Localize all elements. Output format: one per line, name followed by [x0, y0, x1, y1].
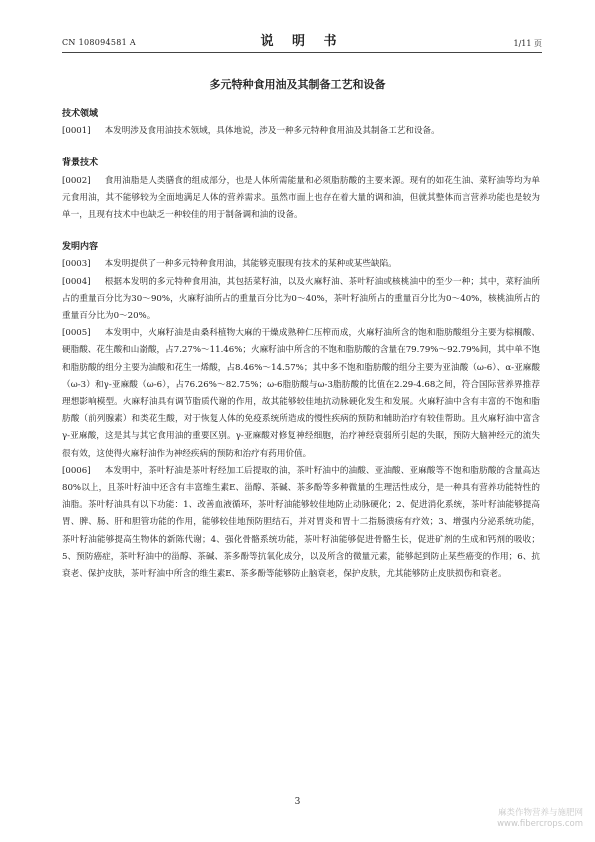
paragraph-0003	[62, 256, 540, 273]
document-title: 多元特种食用油及其制备工艺和设备	[209, 78, 386, 91]
page-header	[62, 30, 542, 53]
watermark	[497, 808, 583, 830]
watermark-url: www.fibercrops.com	[497, 819, 583, 829]
section-heading-summary: 发明内容	[62, 242, 99, 253]
paragraph-number: [0003]	[62, 259, 91, 270]
paragraph-0005	[62, 325, 540, 463]
paragraph-0004	[62, 274, 540, 326]
paragraph-text: 本发明涉及食用油技术领域，具体地说，涉及一种多元特种食用油及其制备工艺和设备。	[104, 126, 440, 137]
paragraph-number: [0002]	[62, 175, 91, 186]
paragraph-number: [0005]	[62, 328, 91, 339]
paragraph-text: 根据本发明的多元特种食用油，其包括菜籽油，以及火麻籽油、茶叶籽油或核桃油中的至少一种；其中，菜籽油所占的重量百分比为30～90%，火麻籽油所占的重量百分比为0～40%，茶叶籽油所占的重量百分比为0～40%，核桃油所占的重量百分比为0～20%。	[62, 276, 540, 322]
page-indicator: 1/11 页	[513, 39, 542, 48]
paragraph-text: 本发明提供了一种多元特种食用油，其能够克服现有技术的某种或某些缺陷。	[104, 259, 397, 270]
paragraph-0002	[62, 173, 540, 225]
paragraph-0006	[62, 463, 540, 583]
section-heading-field: 技术领域	[62, 109, 99, 119]
paragraph-text: 食用油脂是人类膳食的组成部分，也是人体所需能量和必须脂肪酸的主要来源。现有的如花生油、菜籽油等均为单元食用油，其不能够较为全面地满足人体的营养需求。虽然市面上也存在着大量的调和油，但就其整体而言营养功能也是较为单一，且现有技术中也缺乏一种较佳的用于制备调和油的设备。	[62, 175, 540, 221]
document-type: 说 明 书	[260, 34, 344, 49]
section-heading-background: 背景技术	[62, 158, 99, 169]
paragraph-number: [0006]	[62, 465, 91, 476]
paragraph-text: 本发明中，茶叶籽油是茶叶籽经加工后提取的油，茶叶籽油中的油酸、亚油酸、亚麻酸等不饱和脂肪酸的含量高达80%以上，且茶叶籽油中还含有丰富维生素E、甾醇、茶碱、茶多酚等多种微量的生理活性成分，是一种具有营养功能特性的油脂。茶叶籽油具有以下功能：1、改善血液循环，茶叶籽油能够较佳地防止动脉硬化；2、促进消化系统，茶叶籽油能够提高胃、脾、肠、肝和胆管功能的作用，能够较佳地预防胆结石，并对胃炎和胃十二指肠溃疡有疗效；3、增强内分泌系统功能，茶叶籽油能够提高生物体的新陈代谢；4、强化骨骼系统功能，茶叶籽油能够促进骨骼生长，促进矿剂的生成和钙剂的吸收；5、预防癌症，茶叶籽油中的甾醇、茶碱、茶多酚等抗氧化成分，以及所含的微量元素，能够起到防止某些癌变的作用；6、抗衰老、保护皮肤，茶叶籽油中所含的维生素E、茶多酚等能够防止脑衰老，保护皮肤，尤其能够防止皮肤损伤和衰老。	[62, 465, 540, 580]
patent-number: CN 108094581 A	[62, 38, 136, 47]
document-body	[62, 106, 540, 583]
paragraph-number: [0004]	[62, 276, 91, 287]
watermark-site-name: 麻类作物营养与施肥网	[497, 808, 583, 818]
page-number: 3	[294, 797, 301, 807]
paragraph-text: 本发明中，火麻籽油是由桑科植物大麻的干燥成熟种仁压榨而成，火麻籽油所含的饱和脂肪酸组分主要为棕榈酸、硬脂酸、花生酸和山嵛酸，占7.27%～11.46%；火麻籽油中所含的不饱和脂肪酸的含量在79.79%～92.79%间，其中单不饱和脂肪酸的组分主要为油酸和花生一烯酸，占8.46%～14.57%；其中多不饱和脂肪酸的组分主要为亚油酸（ω-6）、α-亚麻酸（ω-3）和γ-亚麻酸（ω-6），占76.26%～82.75%；ω-6脂肪酸与ω-3脂肪酸的比值在2.29-4.68之间，符合国际营养界推荐理想影响模型。火麻籽油具有调节脂质代谢的作用，故其能够较佳地抗动脉硬化发生和发展。火麻籽油中含有丰富的不饱和脂肪酸（前列腺素）和类花生酸，对于恢复人体的免疫系统所造成的慢性疾病的预防和辅助治疗有较佳帮助。且火麻籽油中富含γ-亚麻酸，这是其与其它食用油的重要区别。γ-亚麻酸对修复神经细胞，治疗神经衰弱所引起的失眠，预防大脑神经元的流失很有效，这使得火麻籽油作为神经疾病的预防和治疗有药用价值。	[62, 328, 540, 459]
paragraph-number: [0001]	[62, 126, 91, 137]
paragraph-0001	[62, 123, 540, 140]
